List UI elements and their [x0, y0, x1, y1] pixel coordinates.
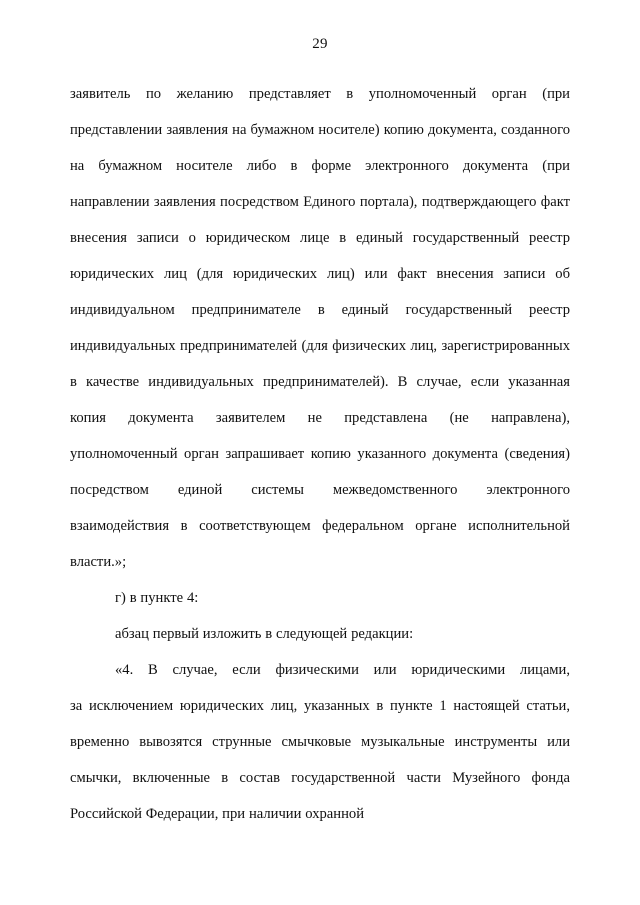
page-number: 29: [312, 36, 328, 52]
document-body: [70, 76, 570, 832]
paragraph-main: заявитель по желанию представляет в уполномоченный орган (при представлении заявления на бумажном носителе) копию документа, созданного на бумажном носителе либо в форме электронного документа (при направлении заявления посредством Единого портала), подтверждающего факт внесения записи о юридическом лице в единый государственный реестр юридических лиц (для юридических лиц) или факт внесения записи об индивидуальном предпринимателе в единый государственный реестр индивидуальных предпринимателей (для физических лиц, зарегистрированных в качестве индивидуальных предпринимателей). В случае, если указанная копия документа заявителем не представлена (не направлена), уполномоченный орган запрашивает копию указанного документа (сведения) посредством единой системы межведомственного электронного взаимодействия в соответствующем федеральном органе исполнительной власти.»;: [70, 86, 570, 570]
paragraph-quote-point-4: «4. В случае, если физическими или юридическими лицами, за исключением юридических лиц, указанных в пункте 1 настоящей статьи, временно вывозятся струнные смычковые музыкальные инструменты или смычки, включенные в состав государственной части Музейного фонда Российской Федерации, при наличии охранной: [70, 662, 570, 822]
paragraph-abzac-first: абзац первый изложить в следующей редакции:: [115, 626, 414, 642]
paragraph-item-g: г) в пункте 4:: [115, 590, 199, 606]
